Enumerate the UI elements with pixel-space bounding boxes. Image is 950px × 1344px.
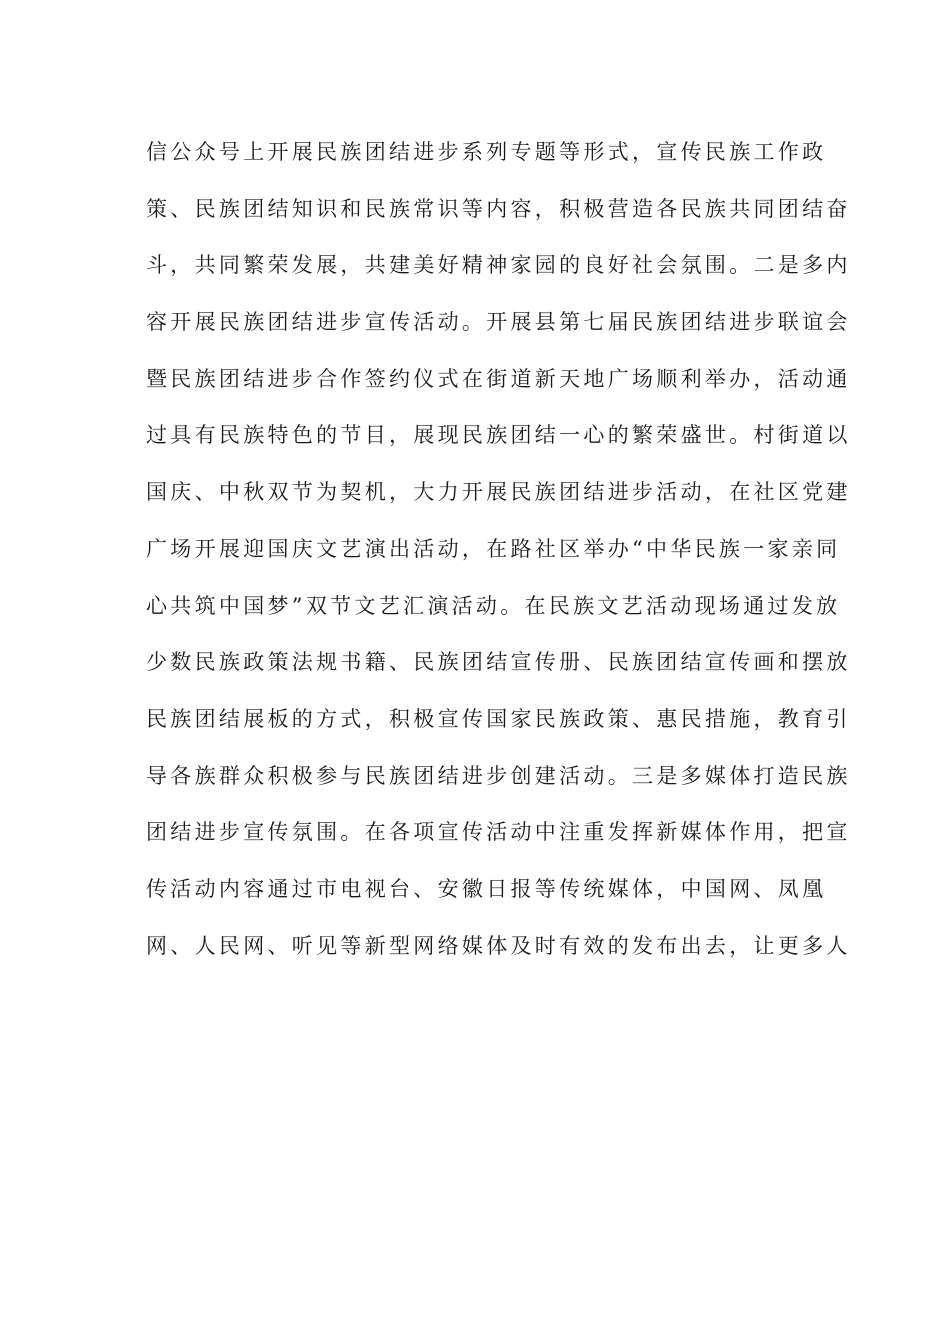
text-line-8: 广场开展迎国庆文艺演出活动，在路社区举办“中华民族一家亲同 (146, 536, 841, 561)
text-line-2: 策、民族团结知识和民族常识等内容，积极营造各民族共同团结奋 (146, 196, 851, 221)
text-line-14: 传活动内容通过市电视台、安徽日报等传统媒体，中国网、凤凰 (146, 876, 827, 901)
text-line-12: 导各族群众积极参与民族团结进步创建活动。三是多媒体打造民族 (146, 763, 851, 788)
text-line-11: 民族团结展板的方式，积极宣传国家民族政策、惠民措施，教育引 (146, 706, 851, 731)
text-line-3: 斗，共同繁荣发展，共建美好精神家园的良好社会氛围。二是多内 (146, 253, 851, 278)
text-line-9: 心共筑中国梦”双节文艺汇演活动。在民族文艺活动现场通过发放 (146, 593, 841, 618)
text-line-6: 过具有民族特色的节目，展现民族团结一心的繁荣盛世。村街道以 (146, 423, 851, 448)
text-line-4: 容开展民族团结进步宣传活动。开展县第七届民族团结进步联谊会 (146, 310, 851, 335)
text-line-13: 团结进步宣传氛围。在各项宣传活动中注重发挥新媒体作用，把宣 (146, 820, 851, 845)
text-line-15: 网、人民网、听见等新型网络媒体及时有效的发布出去，让更多人 (146, 933, 851, 958)
text-line-1: 信公众号上开展民族团结进步系列专题等形式，宣传民族工作政 (146, 140, 827, 164)
text-line-7: 国庆、中秋双节为契机，大力开展民族团结进步活动，在社区党建 (146, 480, 851, 505)
body-paragraph (146, 132, 851, 982)
text-line-5: 暨民族团结进步合作签约仪式在街道新天地广场顺利举办，活动通 (146, 366, 851, 391)
text-line-10: 少数民族政策法规书籍、民族团结宣传册、民族团结宣传画和摆放 (146, 650, 851, 675)
